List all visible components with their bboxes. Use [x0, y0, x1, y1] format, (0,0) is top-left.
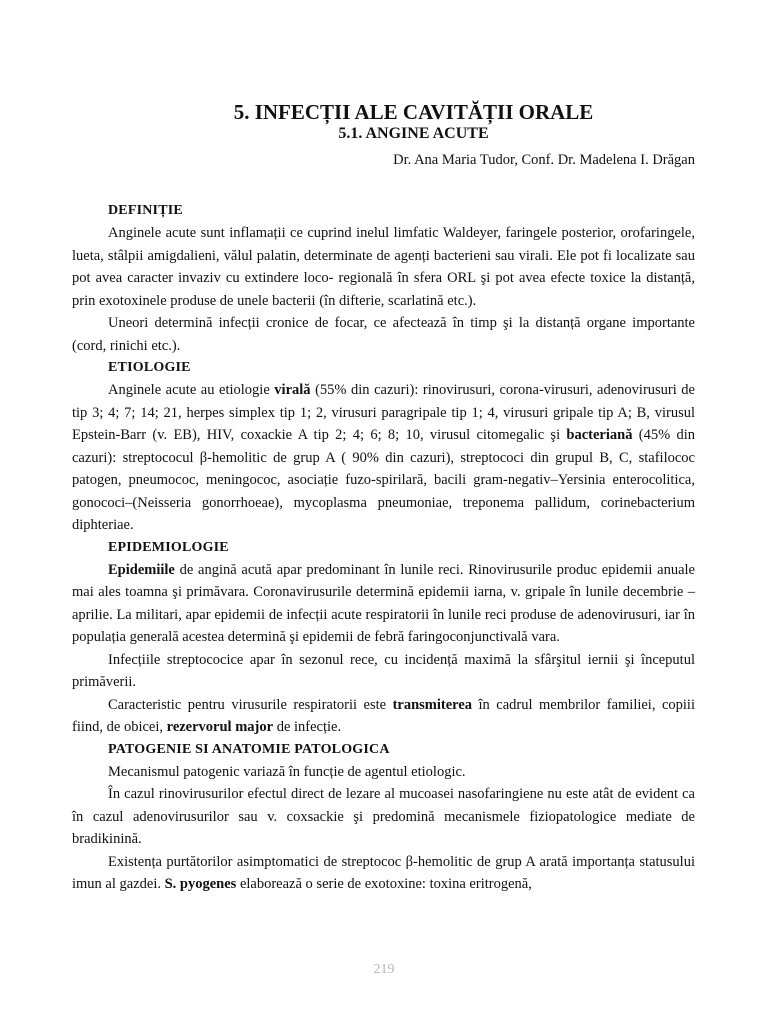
paragraph-epidemiologie-2: Infecțiile streptococice apar în sezonul rece, cu incidență maximă la sfârşitul iernii şi începutul primăverii. — [72, 651, 695, 690]
bold-term-bacteriana: bacteriană — [566, 427, 633, 443]
paragraph-etiologie-1 — [72, 379, 695, 537]
text-run: de infecție. — [273, 719, 342, 735]
bold-term-virala: virală — [274, 382, 311, 398]
section-subtitle: 5.1. ANGINE ACUTE — [338, 125, 489, 142]
text-run: Caracteristic pentru virusurile respiratorii este — [108, 696, 393, 713]
heading-definitie: DEFINIȚIE — [108, 203, 183, 218]
text-run: (55% din cazuri): rinovirusuri, corona-virusuri, adenovirusuri de tip 3; 4; 7; 14; 21, herpes simplex tip 1; 2, virusuri paragripale tip 1; 4, virusuri gripale tip A; B, virusul Epstein-Barr (v. EB), HIV, coxackie A tip 2; 4; 6; 8; 10, virusul citomegalic şi — [72, 382, 695, 443]
paragraph-patogenie-3 — [72, 851, 695, 896]
document-page — [72, 100, 695, 896]
heading-etiologie: ETIOLOGIE — [108, 360, 191, 375]
authors-line: Dr. Ana Maria Tudor, Conf. Dr. Madelena I. Drăgan — [393, 152, 695, 168]
text-run: în cadrul membrilor familiei, copiii fiind, de obicei, — [72, 696, 695, 735]
bold-term-epidemiile: Epidemiile — [108, 561, 175, 578]
paragraph-definitie-2: Uneori determină infecții cronice de focar, ce afectează în timp şi la distanță organe importante (cord, rinichi etc.). — [72, 315, 695, 354]
paragraph-patogenie-1: Mecanismul patogenic variază în funcție de agentul etiologic. — [108, 763, 466, 780]
paragraph-epidemiologie-1 — [72, 559, 695, 649]
paragraph-definitie-1: Anginele acute sunt inflamații ce cuprind inelul limfatic Waldeyer, faringele posterior, orofaringele, lueta, stâlpii amigdalieni, vălul palatin, determinate de agenți bacterieni sau virali. Ele pot fi localizate sau pot avea caracter invaziv cu extindere loco- regională în sfera ORL şi pot avea efecte toxice la distanță, prin exotoxinele produse de unele bacterii (în difterie, scarlatină etc.). — [72, 225, 695, 309]
heading-epidemiologie: EPIDEMIOLOGIE — [108, 539, 229, 555]
bold-term-s-pyogenes: S. pyogenes — [164, 876, 237, 892]
text-run: (45% din cazuri): streptococul β-hemolitic de grup A ( 90% din cazuri), streptococi din grupul B, C, stafilococ patogen, pneumococ, meningococ, asociație fuzo-spirilară, bacili gram-negativ–Yersinia enterocolitica, gonococi–(Neisseria gonorrhoeae), mycoplasma pneumoniae, treponema pallidum, corinebacterium diphteriae. — [72, 427, 695, 533]
chapter-title: 5. INFECȚII ALE CAVITĂȚII ORALE — [233, 100, 594, 124]
bold-term-transmiterea: transmiterea — [392, 696, 473, 713]
heading-patogenie: PATOGENIE SI ANATOMIE PATOLOGICA — [108, 741, 390, 757]
text-run: Existența purtătorilor asimptomatici de streptococ β-hemolitic de grup A arată importanța statusului imun al gazdei. — [72, 853, 695, 892]
bold-term-rezervorul-major: rezervorul major — [166, 719, 274, 735]
paragraph-epidemiologie-3 — [72, 694, 695, 739]
text-run: Anginele acute au etiologie — [108, 382, 275, 398]
paragraph-patogenie-2: În cazul rinovirusurilor efectul direct de lezare al mucoasei nasofaringiene nu este atât de evident ca în cazul adenovirusurilor sau v. coxsackie şi predomină mecanismele fiziopatologice mediate de bradikinină. — [72, 786, 695, 847]
text-run: de angină acută apar predominant în lunile reci. Rinovirusurile produc epidemii anuale mai ales toamna şi primăvara. Coronavirusurile determină epidemii iarna, v. gripale în lunile decembrie – aprilie. La militari, apar epidemii de infecții acute respiratorii în lunile reci produse de adenovirusuri, iar în populația generală acestea determină şi epidemii de febră faringoconjunctivală vara. — [72, 561, 695, 645]
text-run: elaborează o serie de exotoxine: toxina eritrogenă, — [236, 876, 532, 892]
page-number: 219 — [373, 962, 395, 977]
